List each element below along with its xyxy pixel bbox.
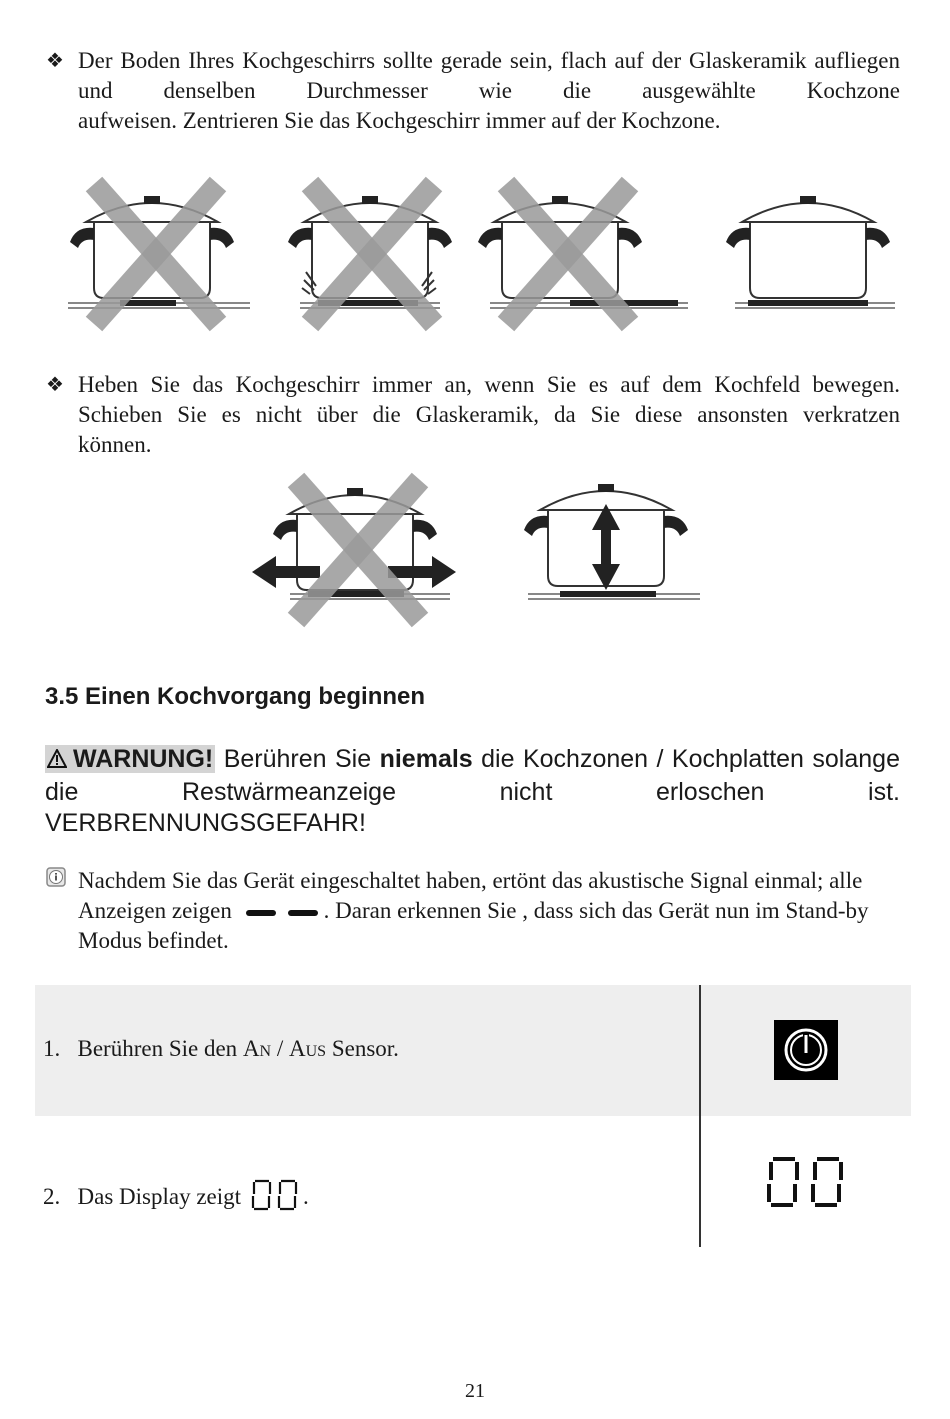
step-row	[35, 985, 911, 1116]
step-text: 2. Das Display zeigt .	[43, 1178, 309, 1212]
table-divider	[699, 985, 701, 1247]
dash-display-icon	[240, 908, 322, 918]
bullet-icon: ❖	[46, 50, 64, 72]
power-icon	[774, 1020, 838, 1080]
display-00-icon	[251, 1178, 303, 1212]
bullet-icon: ❖	[46, 374, 64, 396]
paragraph-lift-cookware	[78, 370, 900, 460]
warning-label: WARNUNG!	[45, 745, 215, 773]
pot-off-center	[478, 184, 688, 324]
pot-sliding-wrong	[252, 480, 456, 620]
step-text: 1. Berühren Sie den An / Aus Sensor.	[43, 1036, 399, 1061]
lift-cookware-illustration	[250, 470, 710, 630]
cookware-illustration-row	[60, 170, 900, 340]
section-heading: 3.5 Einen Kochvorgang beginnen	[45, 683, 426, 710]
page-number: 21	[465, 1380, 485, 1402]
warning-burn-hazard: VERBRENNUNGSGEFAHR!	[45, 809, 366, 837]
info-paragraph: Nachdem Sie das Gerät eingeschaltet haben, ertönt das akustische Signal einmal; alle Anzeigen zeigen . Daran erkennen Sie , dass sich das Gerät nun im Stand-by Modus befindet.	[78, 868, 869, 953]
paragraph-line: aufweisen. Zentrieren Sie das Kochgeschirr immer auf der Kochzone.	[78, 108, 721, 133]
display-00-large	[765, 1156, 849, 1208]
paragraph-line: Der Boden Ihres Kochgeschirrs sollte gerade sein, flach auf der Glaskeramik aufliegen und denselben Durchmesser wie die ausgewählte Kochzone	[78, 48, 900, 103]
sensor-label-an: An	[242, 1036, 272, 1061]
info-icon	[46, 867, 66, 887]
paragraph-cookware-flat	[78, 46, 900, 136]
sensor-label-aus: Aus	[289, 1036, 327, 1061]
warning-paragraph: WARNUNG! Berühren Sie niemals die Kochzonen / Kochplatten solange die Restwärmeanzeige nicht erloschen ist. VERBRENNUNGSGEFAHR!	[45, 745, 900, 837]
pot-lifted-correct	[524, 484, 700, 599]
warning-triangle-icon	[47, 746, 67, 777]
pot-uneven-bottom	[288, 184, 452, 324]
pot-wrong-size	[68, 184, 250, 324]
step-row	[35, 1116, 911, 1247]
pot-correct	[726, 196, 895, 308]
warning-emphasis: niemals	[379, 745, 473, 773]
paragraph-line: Heben Sie das Kochgeschirr immer an, wenn Sie es auf dem Kochfeld bewegen. Schieben Sie es nicht über die Glaskeramik, da Sie diese ansonsten verkratzen	[78, 372, 900, 427]
paragraph-line: können.	[78, 432, 152, 457]
